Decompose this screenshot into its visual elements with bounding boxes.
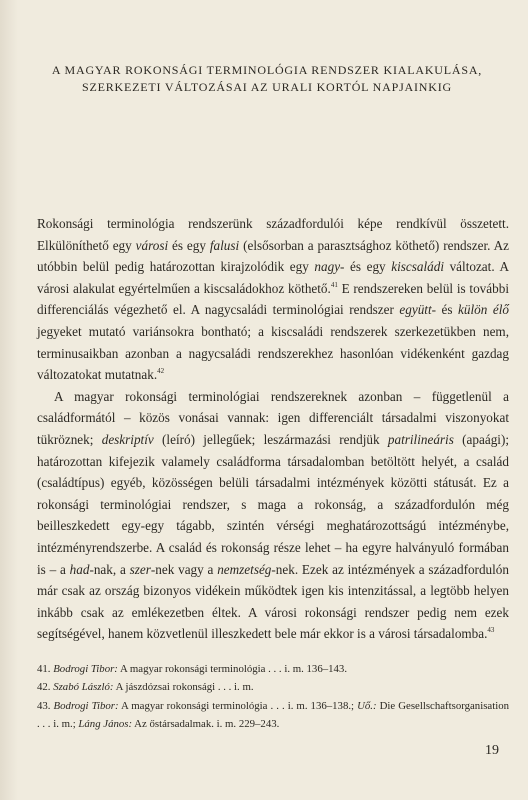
footnote-ref-41[interactable]: 41 <box>330 280 338 289</box>
text-run: változat. A városi alakulat egyértelműen a kiscsaládokhoz köthető. <box>37 259 510 296</box>
footnote-number: 41. <box>37 663 51 675</box>
footnote-41 <box>37 660 509 678</box>
chapter-title-line-2: SZERKEZETI VÁLTOZÁSAI AZ URALI KORTÓL NAPJAINKIG <box>82 80 452 94</box>
footnote-text: A magyar rokonsági terminológia . . . i. m. 136–143. <box>117 663 348 675</box>
italic-term: városi <box>135 237 169 253</box>
text-run: E rendszereken belül is további differenciálás végezhető el. A nagycsaládi terminológiai rendszer <box>37 280 509 318</box>
footnote-text: A jászdózsai rokonsági . . . i. m. <box>113 681 254 694</box>
text-run: -nek. Ezek az intézmények a századfordulón már csak az ország bizonyos vidékein működtek igen kis intenzitással, a legtöbb helyen inkább csak az emlékezetben éltek. A városi rokonsági rendszer pedig nem ezek segítségével, hanem közvetlenül illeszkedett bele már ekkor is a városi társadalomba. <box>37 561 509 642</box>
footnote-author: Uő.: <box>357 699 377 712</box>
footnote-text: Die Gesellschaftsorganisation . . . i. m.; <box>37 699 509 730</box>
footnote-author: Szabó László: <box>53 681 114 694</box>
footnote-ref-43[interactable]: 43 <box>487 626 495 635</box>
footnote-42 <box>37 678 509 696</box>
italic-term: patrilineáris <box>387 431 454 447</box>
body-text <box>37 213 509 645</box>
footnote-author: Bodrogi Tibor: <box>53 699 119 712</box>
chapter-title-line-1: A MAGYAR ROKONSÁGI TERMINOLÓGIA RENDSZER KIALAKULÁSA, <box>51 63 483 77</box>
text-run: (elsősorban a parasztsághoz köthető) rendszer. Az utóbbin belül pedig határozottan kirajzolódik egy <box>37 237 510 275</box>
italic-term: együtt- <box>399 302 437 318</box>
paragraph-1 <box>37 213 509 386</box>
text-run: A magyar rokonsági terminológiai rendszereknek azonban – függetlenül a családformától – közös vonásai vannak: igen differenciált társadalmi viszonyokat tükröznek; <box>37 388 509 447</box>
page-number: 19 <box>485 743 499 758</box>
text-run: és egy <box>344 259 392 275</box>
footnote-number: 42. <box>37 681 51 694</box>
text-run: és <box>436 302 459 318</box>
footnote-author: Bodrogi Tibor: <box>53 663 118 675</box>
italic-term: had <box>69 561 90 577</box>
text-run: (apaági); határozottan kifejezik valamely családforma társadalomban betöltött helyét, a család (családtípus) egyéb, közösségen belüli társadalmi intézmények közötti státusát. Ez a rokonsági terminológiai rendszer, s maga a rokonság, a századfordulón még beilleszkedett egy-egy tágabb, szintén vérségi meghatározottságú intézménybe, intézményrendszerbe. A család és rokonság része lehet – ha egyre halványuló formában is – a <box>37 431 510 577</box>
paragraph-2 <box>37 386 509 645</box>
text-run: -nak, a <box>89 561 130 577</box>
text-run: -nek vagy a <box>150 561 218 577</box>
italic-term: szer <box>129 561 151 577</box>
footnote-43 <box>37 697 509 734</box>
italic-term: kiscsaládi <box>391 259 444 275</box>
italic-term: nemzetség <box>217 561 272 577</box>
footnote-text: A magyar rokonsági terminológia . . . i. m. 136–138.; <box>118 699 358 712</box>
page-gutter-shadow <box>0 0 18 800</box>
text-run: (leíró) jellegűek; leszármazási rendjük <box>153 431 388 447</box>
text-run: jegyeket mutató variánsokra bontható; a kiscsaládi rendszerek szerkezetükben nem, terminusaikban azonban a nagycsaládi rendszerekhez hasonlóan vidékenként gazdag változatokat mutatnak. <box>37 323 509 383</box>
footnote-ref-42[interactable]: 42 <box>157 367 165 376</box>
italic-term: falusi <box>209 237 240 253</box>
footnote-text: Az őstársadalmak. i. m. 229–243. <box>132 717 280 730</box>
chapter-title <box>24 62 510 96</box>
footnote-number: 43. <box>37 699 51 712</box>
footnotes <box>37 660 509 733</box>
footnote-author: Láng János: <box>78 717 133 730</box>
italic-term: külön élő <box>458 302 509 318</box>
text-run: és egy <box>168 237 210 253</box>
italic-term: deskriptív <box>101 431 154 447</box>
italic-term: nagy- <box>314 259 345 275</box>
text-run: Rokonsági terminológia rendszerünk századfordulói képe rendkívül összetett. Elkülöníthető egy <box>37 216 509 253</box>
